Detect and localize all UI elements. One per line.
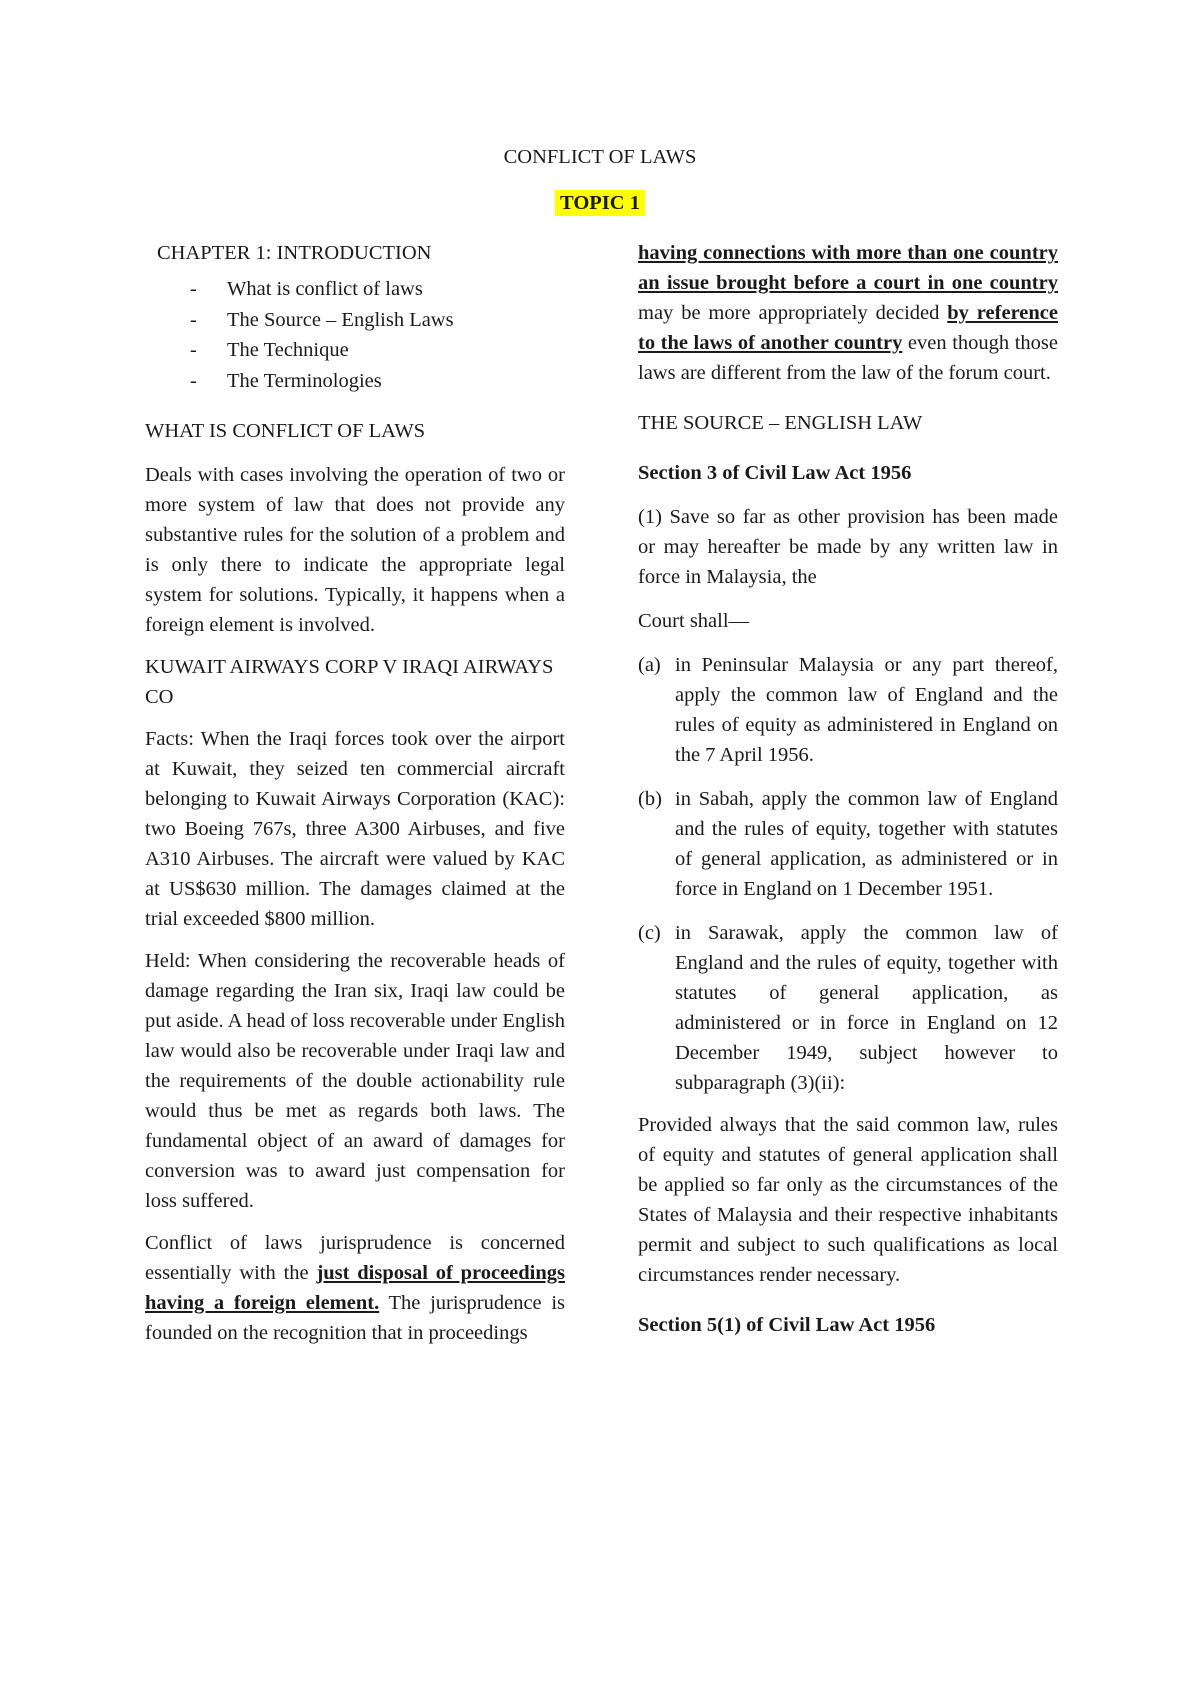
subclause-text: in Sabah, apply the common law of England and the rules of equity, together with statutes of general application, as administered or in force in England on 1 December 1951. — [675, 788, 1058, 900]
right-column — [638, 238, 1058, 1340]
chapter-heading: CHAPTER 1: INTRODUCTION — [157, 242, 432, 264]
what-is-paragraph: Deals with cases involving the operation of two or more system of law that does not provide any substantive rules for the solution of a problem and is only there to indicate the appropriate legal system for solutions. Typically, it happens when a foreign element is involved. — [145, 464, 565, 636]
text-run: Conflict of laws jurisprudence is concerned essentially with the — [145, 1232, 565, 1284]
section-heading-what-is: WHAT IS CONFLICT OF LAWS — [145, 420, 426, 442]
case-held: Held: When considering the recoverable heads of damage regarding the Iran six, Iraqi law could be put aside. A head of loss recoverable under English law would also be recoverable under Iraqi law and the requirements of the double actionability rule would thus be met as regards both laws. The fundamental object of an award of damages for conversion was to award just compensation for loss suffered. — [145, 950, 565, 1212]
emphasis-run: by reference — [947, 302, 1058, 324]
case-heading: KUWAIT AIRWAYS CORP V IRAQI AIRWAYS CO — [145, 656, 554, 708]
subclause-label: (c) — [638, 922, 661, 944]
subclause-text: in Peninsular Malaysia or any part thereof, apply the common law of England and the rules of equity as administered in England on the 7 April 1956. — [675, 654, 1058, 766]
court-shall: Court shall— — [638, 610, 750, 632]
case-facts: Facts: When the Iraqi forces took over the airport at Kuwait, they seized ten commercial aircraft belonging to Kuwait Airways Corporation (KAC): two Boeing 767s, three A300 Airbuses, and five A310 Airbuses. The aircraft were valued by KAC at US$630 million. The damages claimed at the trial exceeded $800 million. — [145, 728, 565, 930]
section5-heading: Section 5(1) of Civil Law Act 1956 — [638, 1314, 936, 1336]
outline-item: - The Source – English Laws — [190, 305, 565, 336]
subclause-label: (a) — [638, 654, 661, 676]
text-run: even though those laws are different from the law of the forum court. — [638, 332, 1058, 384]
subclause-c — [638, 918, 1058, 1098]
chapter-outline — [145, 274, 565, 396]
topic-highlight: TOPIC 1 — [555, 190, 645, 216]
subclause-text: in Sarawak, apply the common law of England and the rules of equity, together with statutes of general application, as administered or in force in England on 12 December 1949, subject however to subparagraph (3)(ii): — [675, 922, 1058, 1094]
left-column — [145, 238, 565, 1348]
subclause-a — [638, 650, 1058, 770]
jurisprudence-paragraph-end — [638, 238, 1058, 388]
subclause-label: (b) — [638, 788, 662, 810]
text-run: The jurisprudence is founded on the recognition that in proceedings — [145, 1292, 566, 1344]
jurisprudence-paragraph-start — [145, 1228, 565, 1348]
emphasis-run: to the laws of another country — [638, 332, 903, 354]
emphasis-run: just disposal of proceedings — [316, 1262, 565, 1284]
topic-label — [0, 192, 1200, 215]
outline-item: - What is conflict of laws — [190, 274, 565, 305]
text-run: may be more appropriately decided — [638, 302, 948, 324]
document-title: CONFLICT OF LAWS — [503, 146, 697, 168]
clause-1: (1) Save so far as other provision has been made or may hereafter be made by any written law in force in Malaysia, the — [638, 506, 1058, 588]
section-heading-source: THE SOURCE – ENGLISH LAW — [638, 412, 923, 434]
section3-heading: Section 3 of Civil Law Act 1956 — [638, 462, 912, 484]
emphasis-run: having a foreign element. — [145, 1292, 380, 1314]
subclause-b — [638, 784, 1058, 904]
emphasis-run: having connections with more than one country an issue brought before a court in one country — [638, 242, 1058, 294]
proviso-paragraph: Provided always that the said common law, rules of equity and statutes of general application shall be applied so far only as the circumstances of the States of Malaysia and their respective inhabitants permit and subject to such qualifications as local circumstances render necessary. — [638, 1114, 1058, 1286]
outline-item: - The Terminologies — [190, 366, 565, 397]
outline-item: - The Technique — [190, 335, 565, 366]
